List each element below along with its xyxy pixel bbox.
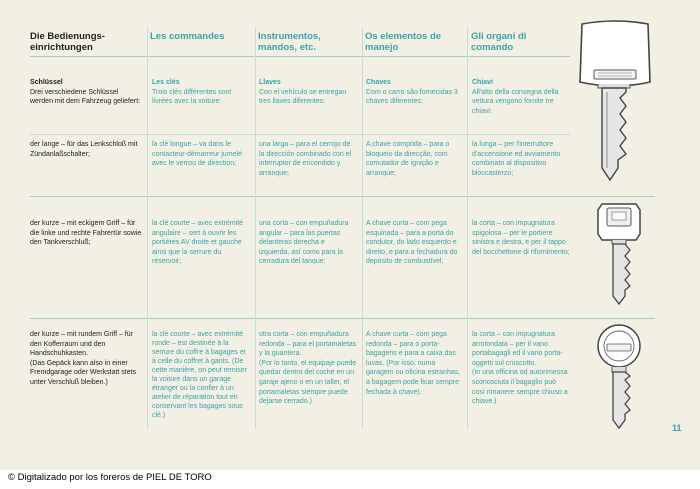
row-divider [30, 134, 570, 135]
header-it: Gli organi di comando [471, 31, 527, 53]
long-key-it: la lunga – per l'interruttore d'accensione ed avviamento combinato al dispositivo bloccasterzo; [472, 141, 561, 177]
long-key-fr: la clé longue – va dans le contacteur-démarreur jumelé avec le verrou de direction; [152, 141, 242, 168]
header-de: Die Bedienungs- einrichtungen [30, 31, 105, 53]
column-divider [467, 28, 468, 428]
header-pt: Os elementos de manejo [365, 31, 442, 53]
intro-it-title: Chiavi [472, 79, 494, 86]
column-divider [255, 28, 256, 428]
intro-de-title: Schlüssel [30, 79, 63, 86]
column-divider [362, 28, 363, 428]
intro-es-text: Con el vehículo se entregan tres llaves diferentes: [259, 88, 347, 106]
square-key-fr: la clé courte – avec extrémité angulaire – sert à ouvrir les portières AV droite et gauche ainsi que la serrure du réservoir; [152, 220, 244, 266]
header-divider [30, 56, 570, 57]
page-number: 11 [672, 423, 682, 433]
long-ignition-key-icon [574, 18, 656, 188]
intro-pt-text: Com o carro são fornecidas 3 chaves diferentes: [366, 88, 458, 106]
intro-pt-title: Chaves [366, 79, 391, 86]
intro-fr [152, 78, 250, 107]
intro-de [30, 78, 142, 107]
intro-pt [366, 78, 463, 107]
intro-it-text: All'atto della consegna della vettura vengono fornite tre chiavi: [472, 88, 559, 115]
intro-es-title: Llaves [259, 79, 281, 86]
round-key-it: la corta – con impugnatura arrotondata – per il vano portabagagli ed il vano porta-oggetti sul cruscotto. (In una officina od autorimessa sconosciuta il bagaglio può così rimanere sempre chiuso a chiave.) [472, 331, 568, 406]
header-fr: Les commandes [150, 31, 225, 42]
round-key-pt: A chave curta – com pega redonda – para o porta-bagagens e para a caixa das luvas. (Por isso, numa garagem ou oficina estranhas, a bagagem pode ficar sempre fechada à chave). [366, 331, 461, 396]
square-key-pt: A chave curta – com pega esquinada – para a porta do condutor, do lado esquerdo e direito, e para a fechadura do depósito de combustível; [366, 220, 458, 266]
header-es: Instrumentos, mandos, etc. [258, 31, 321, 53]
scan-credit: © Digitalizado por los foreros de PIEL DE TORO [8, 472, 212, 483]
intro-it [472, 78, 570, 116]
round-key-de: der kurze – mit rundem Griff – für den Kofferraum und den Handschuhkasten. (Das Gepäck kann also in einer Fremdgarage oder Werkstatt stets unter Verschluß bleiben.) [30, 331, 137, 386]
row-divider [30, 318, 655, 319]
intro-de-text: Drei verschiedene Schlüssel werden mit dem Fahrzeug geliefert: [30, 88, 141, 106]
short-square-key-icon [594, 200, 644, 310]
intro-es [259, 78, 357, 107]
square-key-es: una corta – con empuñadura angular – para las puertas delanteras derecha e izquierda, así como para la cerradura del tanque; [259, 220, 349, 266]
round-key-es: otra corta – con empuñadura redonda – para el portamaletas y la guantera. (Por lo tanto, el equipaje puede quedar dentro del coche en un garaje ajeno o en un taller, el portamaletas siempre puede dejarse cerrado.) [259, 331, 357, 406]
short-round-key-icon [592, 322, 646, 434]
square-key-it: la corta – con impugnatura spigolosa – per le portiere sinistra e destra, e per il tappo del bocchettone di rifornimento; [472, 220, 570, 256]
long-key-pt: A chave comprida – para o bloqueio da direcção, com comutador de ignição e arranque; [366, 141, 450, 177]
intro-fr-text: Trois clés différentes sont livrées avec la voiture: [152, 88, 232, 106]
row-divider [30, 196, 655, 197]
square-key-de: der kurze – mit eckigem Griff – für die linke und rechte Fahrertür sowie den Tankverschluß; [30, 220, 142, 247]
long-key-es: una larga – para el cerrojo de la dirección combinado con el interruptor de encendido y arranque; [259, 141, 352, 177]
column-divider [147, 28, 148, 428]
round-key-fr: la clé courte – avec extrémité ronde – est destinée à la serrure du coffre à bagages et à celle du coffret à gants. (De cette manière, on peut remiser la voiture dans un garage étranger ou la confier à un atelier de réparation tout en conservant les bagages sous clé.) [152, 331, 247, 419]
intro-fr-title: Les clés [152, 79, 180, 86]
long-key-de: der lange – für das Lenkschloß mit Zündanlaßschalter; [30, 141, 138, 158]
